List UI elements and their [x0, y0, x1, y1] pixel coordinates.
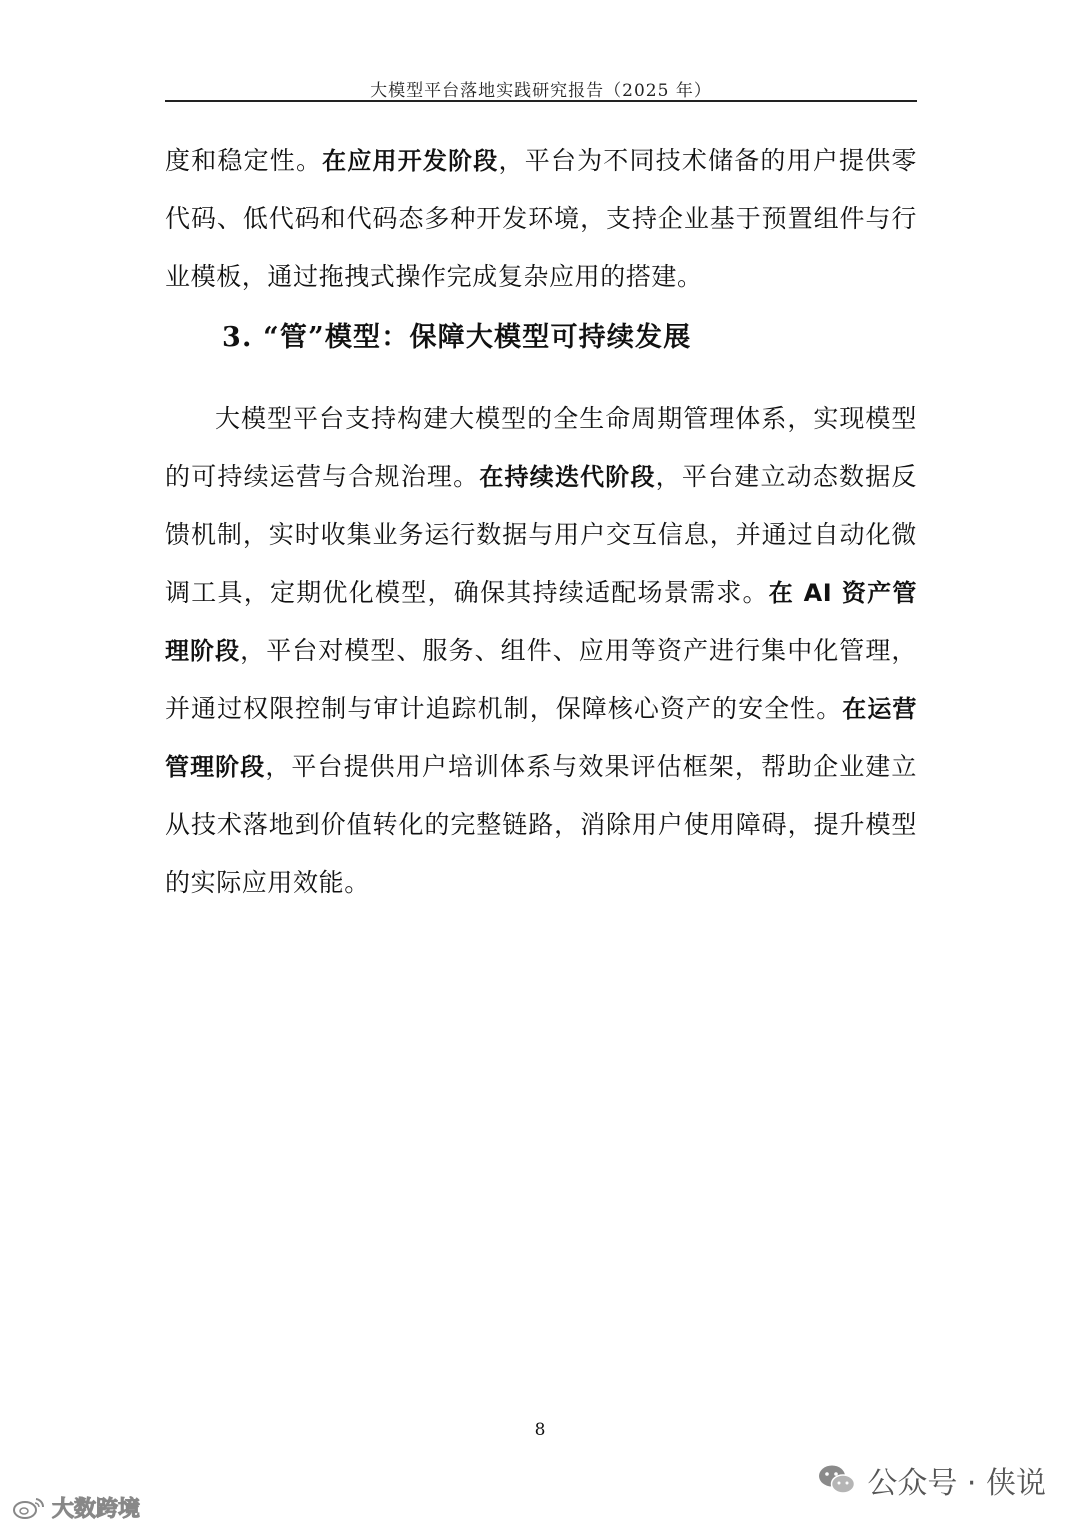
wechat-watermark: [817, 1458, 1046, 1502]
paragraph-1-text-b: ，平台为不同技术储备的用户提供零代码、低代码和代码态多种开发环境，支持企业基于预置组件与行业模板，通过拖拽式操作完成复杂应用的搭建。: [165, 146, 917, 291]
paragraph-2-lead-operations: 在运营管理阶段: [165, 695, 917, 781]
paragraph-2-text-d: ，平台提供用户培训体系与效果评估框架，帮助企业建立从技术落地到价值转化的完整链路，消除用户使用障碍，提升模型的实际应用效能。: [165, 752, 917, 897]
paragraph-2-text-c: ，平台对模型、服务、组件、应用等资产进行集中化管理，并通过权限控制与审计追踪机制，保障核心资产的安全性。: [165, 636, 917, 723]
body-paragraph-2: [165, 390, 917, 912]
page-number: 8: [534, 1420, 546, 1440]
weibo-watermark: [12, 1492, 140, 1523]
body-paragraph-1: [165, 132, 917, 306]
paragraph-1-lead-app-dev: 在应用开发阶段: [322, 147, 499, 175]
header-divider: [165, 100, 917, 102]
wechat-watermark-label: 公众号 · 侠说: [867, 1466, 1046, 1501]
paragraph-2-lead-asset-mgmt: 在 AI 资产管理阶段: [165, 579, 917, 665]
weibo-watermark-label: 大数跨境: [52, 1497, 141, 1522]
running-header-title: 大模型平台落地实践研究报告（2025 年）: [370, 81, 712, 101]
paragraph-1-text-a: 度和稳定性。: [165, 146, 323, 175]
weibo-icon: [12, 1496, 46, 1520]
paragraph-2-lead-iteration: 在持续迭代阶段: [479, 463, 656, 491]
paragraph-2-text-a: 大模型平台支持构建大模型的全生命周期管理体系，实现模型的可持续运营与合规治理。: [165, 404, 917, 491]
wechat-icon: [817, 1463, 857, 1497]
section-heading: 3. “管”模型：保障大模型可持续发展: [222, 322, 692, 353]
paragraph-2-text-b: ，平台建立动态数据反馈机制，实时收集业务运行数据与用户交互信息，并通过自动化微调工具，定期优化模型，确保其持续适配场景需求。: [165, 462, 918, 607]
